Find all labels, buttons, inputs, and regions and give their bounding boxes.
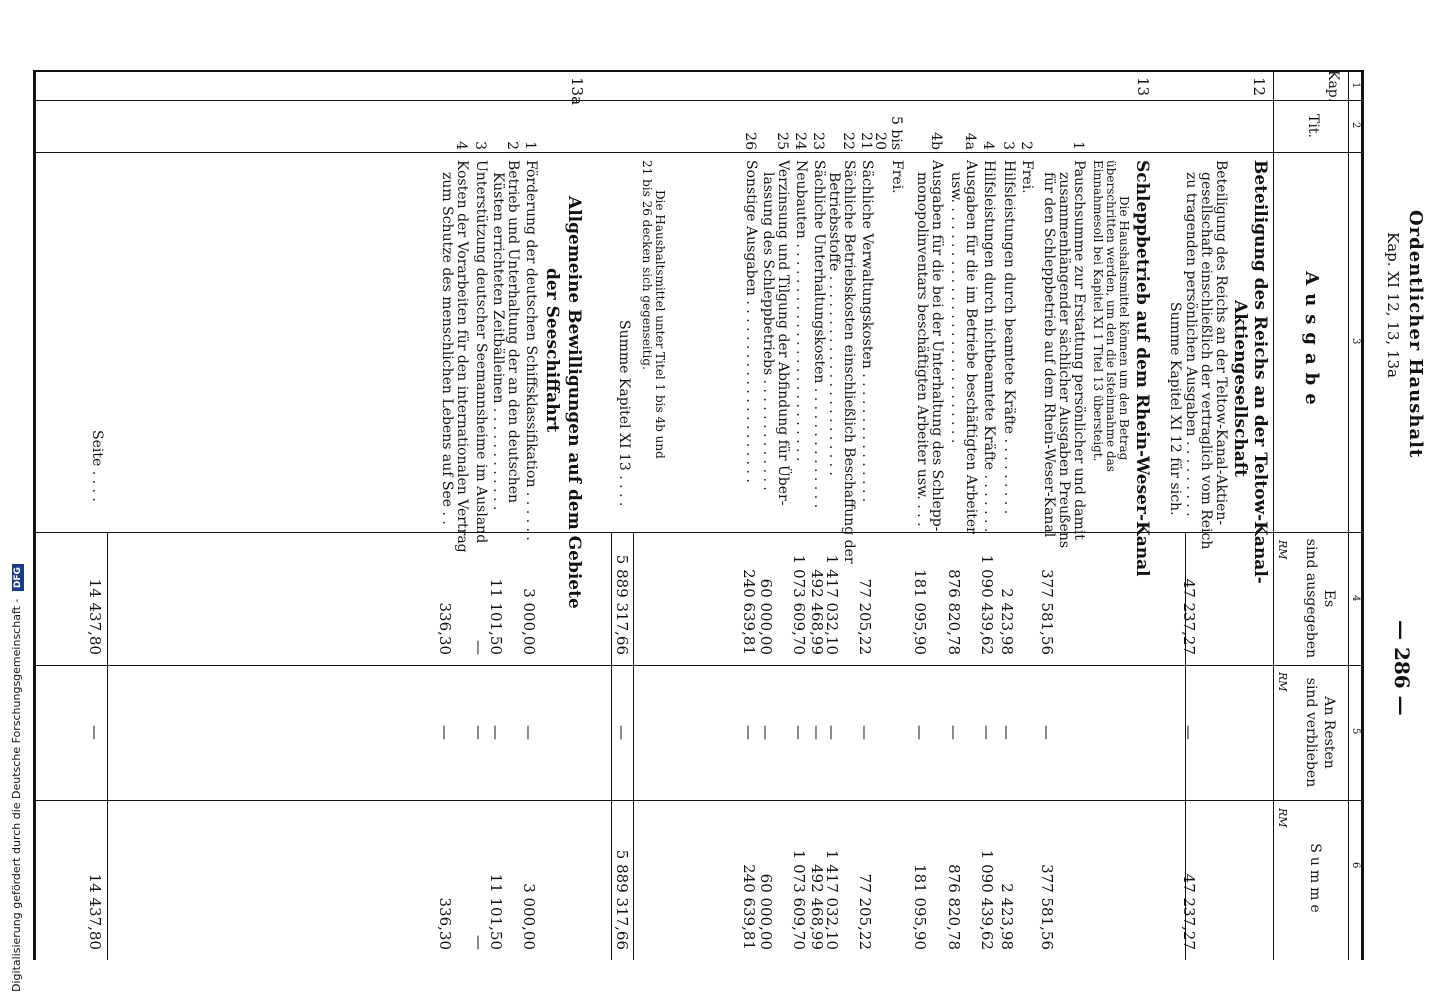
row-sum-value: 2 423,98 bbox=[998, 883, 1016, 950]
row-spent-value: 2 423,98 bbox=[998, 588, 1016, 655]
kap12-heading-line2: Aktiengesellschaft bbox=[1230, 300, 1250, 477]
col-number-6: 6 bbox=[1350, 862, 1361, 869]
row-tit: 26 bbox=[742, 132, 758, 150]
header-ausgabe: Ausgabe bbox=[1301, 271, 1322, 413]
row-remain-value: — bbox=[740, 725, 758, 740]
row-tit: 21 bbox=[858, 132, 874, 150]
header-kap: Kap. bbox=[1325, 70, 1341, 103]
row-remain-value: — bbox=[520, 725, 538, 740]
table-bottom-border bbox=[33, 70, 36, 960]
header-rule bbox=[1273, 70, 1274, 960]
row-tit: 4 bbox=[453, 141, 469, 150]
row-description-line: Sächliche Betriebskosten einschließlich Beschaffung der bbox=[841, 160, 857, 564]
col-number-5: 5 bbox=[1350, 728, 1361, 735]
row-remain-value: — bbox=[998, 725, 1016, 740]
row-tit: 4a bbox=[962, 132, 978, 150]
header-sum: Summe bbox=[1307, 843, 1323, 917]
row-description-line: lassung des Schleppbetriebs . . . . . . . . . . . . . bbox=[760, 172, 776, 491]
row-tit: 23 bbox=[810, 132, 826, 150]
kap13-final-note-line2: 21 bis 26 decken sich gegenseitig. bbox=[640, 160, 654, 370]
unit-sum: RM bbox=[1276, 808, 1289, 828]
kap12-remain: — bbox=[1180, 725, 1198, 740]
row-description-line: Sächliche Verwaltungskosten . . . . . . . . . . . . . . . bbox=[859, 160, 875, 503]
row-tit: 1 bbox=[1070, 141, 1086, 150]
row-description-line: Betrieb und Unterhaltung der an den deutschen bbox=[505, 160, 521, 503]
row-remain-value: — bbox=[757, 725, 775, 740]
row-description-line: für den Schleppbetrieb auf dem Rhein-Weser-Kanal bbox=[1041, 172, 1057, 538]
row-spent-value: 492 468,99 bbox=[808, 569, 826, 655]
kap13-total-sum: 5 889 317,66 bbox=[613, 849, 631, 950]
column-number-rule bbox=[1348, 70, 1349, 960]
col-spent-rule bbox=[34, 665, 1364, 666]
kap12-sum: 47 237,27 bbox=[1180, 873, 1198, 950]
row-tit: 2 bbox=[1018, 141, 1034, 150]
row-sum-value: 876 820,78 bbox=[945, 864, 963, 950]
kap13a-heading-line2: der Seeschiffahrt bbox=[542, 268, 562, 433]
row-tit: 5 bis 20 bbox=[872, 116, 904, 150]
row-description-line: Frei. bbox=[1019, 160, 1035, 194]
row-description-line: Pauschsumme zur Erstattung persönlicher und damit bbox=[1071, 160, 1087, 540]
row-sum-value: 11 101,50 bbox=[487, 873, 505, 950]
row-tit: 25 bbox=[774, 132, 790, 150]
kap13-total-remain: — bbox=[613, 725, 631, 740]
row-description-line: Neubauten . . . . . . . . . . . . . . . . . . . . . . . . . bbox=[793, 160, 809, 462]
header-spent-line2: sind ausgegeben bbox=[1303, 538, 1319, 659]
row-description-line: monopolinventars beschäftigten Arbeiter usw. . . . bbox=[914, 172, 930, 527]
row-remain-value: — bbox=[808, 725, 826, 740]
row-spent-value: 77 205,22 bbox=[856, 578, 874, 655]
kap13-total-label: Summe Kapitel XI 13 . . . . bbox=[616, 320, 632, 507]
col-number-2: 2 bbox=[1350, 122, 1361, 129]
row-spent-value: 1 073 609,70 bbox=[790, 554, 808, 655]
row-remain-value: — bbox=[1038, 725, 1056, 740]
row-tit: 22 bbox=[840, 132, 856, 150]
row-description-line: Ausgaben für die im Betriebe beschäftigten Arbeiter bbox=[963, 160, 979, 534]
kap12-heading-line1: Beteiligung des Reichs an der Teltow-Kanal- bbox=[1250, 160, 1270, 584]
header-tit: Tit. bbox=[1305, 114, 1321, 138]
col-number-1: 1 bbox=[1350, 82, 1361, 89]
row-spent-value: 1 417 032,10 bbox=[823, 554, 841, 655]
row-remain-value: — bbox=[487, 725, 505, 740]
row-sum-value: 240 639,81 bbox=[740, 864, 758, 950]
row-sum-value: 377 581,56 bbox=[1038, 864, 1056, 950]
row-tit: 4 bbox=[980, 141, 996, 150]
row-spent-value: 336,30 bbox=[436, 602, 454, 655]
kap12-desc-line1: Beteiligung des Reichs an der Teltow-Kanal-Aktien- bbox=[1213, 160, 1229, 526]
kap13-note-line2: überschritten werden, um den die Isteinnahme das bbox=[1104, 160, 1118, 472]
row-sum-value: 3 000,00 bbox=[520, 883, 538, 950]
kap-13a: 13a bbox=[568, 77, 586, 106]
row-sum-value: — bbox=[470, 935, 488, 950]
row-spent-value: 11 101,50 bbox=[487, 578, 505, 655]
header-spent-line1: Es bbox=[1321, 589, 1337, 608]
row-spent-value: 181 095,90 bbox=[911, 569, 929, 655]
document-title: Ordentlicher Haushalt bbox=[1405, 210, 1426, 459]
row-description-line: zum Schutze des menschlichen Lebens auf See . . bbox=[439, 172, 455, 525]
header-remain-line1: An Resten bbox=[1321, 696, 1337, 769]
row-tit: 3 bbox=[1000, 141, 1016, 150]
row-sum-value: 336,30 bbox=[436, 897, 454, 950]
page-total-rule bbox=[107, 532, 108, 960]
row-description-line: Hilfsleistungen durch beamtete Kräfte . . . . . . . . . bbox=[1001, 160, 1017, 515]
row-remain-value: — bbox=[470, 725, 488, 740]
row-remain-value: — bbox=[436, 725, 454, 740]
row-description-line: Sonstige Ausgaben . . . . . . . . . . . . . . . . . . . . . bbox=[743, 160, 759, 483]
row-description-line: Kosten der Vorarbeiten für den internationalen Vertrag bbox=[454, 160, 470, 553]
row-description-line: Förderung der deutschen Schiffsklassifikation . . . . . . bbox=[523, 160, 539, 541]
row-sum-value: 181 095,90 bbox=[911, 864, 929, 950]
row-description-line: Verzinsung und Tilgung der Abfindung für Über- bbox=[775, 160, 791, 506]
row-remain-value: — bbox=[911, 725, 929, 740]
kap12-desc-line2: gesellschaft einschließlich der vertraglich vom Reich bbox=[1198, 172, 1214, 550]
kap13a-heading-line1: Allgemeine Bewilligungen auf dem Gebiete bbox=[564, 196, 584, 609]
kap-12: 12 bbox=[1250, 77, 1268, 97]
col-number-3: 3 bbox=[1350, 338, 1361, 345]
row-tit: 1 bbox=[522, 141, 538, 150]
row-sum-value: 60 000,00 bbox=[757, 873, 775, 950]
row-spent-value: — bbox=[470, 640, 488, 655]
row-remain-value: — bbox=[790, 725, 808, 740]
row-remain-value: — bbox=[945, 725, 963, 740]
kap13-note-line3: Einnahmesoll bei Kapitel XI 1 Titel 13 übersteigt. bbox=[1091, 160, 1105, 462]
row-sum-value: 77 205,22 bbox=[856, 873, 874, 950]
row-description-line: Hilfsleistungen durch nichtbeamtete Kräfte . . . . . . . bbox=[981, 160, 997, 533]
row-sum-value: 1 090 439,62 bbox=[978, 849, 996, 950]
kap13-heading: Schleppbetrieb auf dem Rhein-Weser-Kanal bbox=[1132, 160, 1152, 577]
kap13-total-rule bbox=[633, 532, 634, 960]
col-remain-rule bbox=[34, 800, 1364, 801]
col-ausgabe-rule bbox=[34, 532, 1364, 533]
unit-spent: RM bbox=[1276, 540, 1289, 560]
table-top-border bbox=[1361, 70, 1364, 960]
row-spent-value: 876 820,78 bbox=[945, 569, 963, 655]
kap13-note-line1: Die Haushaltsmittel können um den Betrag bbox=[1117, 196, 1131, 461]
row-description-line: Küsten errichteten Zeitbälleinen . . . . . . . . . . . . bbox=[490, 172, 506, 511]
kap12-spent: 47 237,27 bbox=[1180, 578, 1198, 655]
kap-13: 13 bbox=[1134, 77, 1152, 97]
kap12-desc-line3: zu tragenden persönlichen Ausgaben . . . . . . . . . bbox=[1183, 172, 1199, 517]
footer-text: Digitalisierung gefördert durch die Deutsche Forschungsgemeinschaft - bbox=[10, 598, 23, 992]
row-description-line: Frei. bbox=[889, 160, 905, 194]
header-remain-line2: sind verblieben bbox=[1303, 677, 1319, 788]
row-sum-value: 492 468,99 bbox=[808, 864, 826, 950]
col-number-4: 4 bbox=[1350, 595, 1361, 602]
row-description-line: zusammenhängender sächlicher Ausgaben Preußens bbox=[1056, 172, 1072, 549]
row-tit: 2 bbox=[504, 141, 520, 150]
col-kap-rule bbox=[34, 100, 1364, 101]
row-description-line: Ausgaben für die bei der Unterhaltung des Schlepp- bbox=[929, 160, 945, 532]
digitization-footer bbox=[2, 2, 23, 992]
row-remain-value: — bbox=[823, 725, 841, 740]
row-tit: 3 bbox=[472, 141, 488, 150]
row-description-line: Betriebsstoffe . . . . . . . . . . . . . . . . . . . . . . . bbox=[826, 172, 842, 476]
row-spent-value: 3 000,00 bbox=[520, 588, 538, 655]
page-total-remain: — bbox=[86, 725, 104, 740]
row-spent-value: 377 581,56 bbox=[1038, 569, 1056, 655]
kap13-total-rule-bottom bbox=[611, 532, 612, 960]
row-spent-value: 1 090 439,62 bbox=[978, 554, 996, 655]
kap13-total-spent: 5 889 317,66 bbox=[613, 554, 631, 655]
table-left-border bbox=[34, 70, 1364, 72]
row-sum-value: 1 073 609,70 bbox=[790, 849, 808, 950]
row-description-line: Unterstützung deutscher Seemannsheime im Ausland bbox=[473, 160, 489, 544]
row-description-line: usw. . . . . . . . . . . . . . . . . . . . . . . . . . . . bbox=[948, 172, 964, 444]
page-number: — 286 — bbox=[1390, 620, 1414, 716]
kap12-total-label: Summe Kapitel XI 12 für sich. bbox=[1167, 302, 1183, 516]
row-remain-value: — bbox=[856, 725, 874, 740]
row-remain-value: — bbox=[978, 725, 996, 740]
row-description-line: Sächliche Unterhaltungskosten . . . . . . . . . . . . . . bbox=[811, 160, 827, 509]
unit-remain: RM bbox=[1276, 672, 1289, 692]
dfg-logo: DFG bbox=[12, 564, 24, 591]
row-spent-value: 60 000,00 bbox=[757, 578, 775, 655]
document-subtitle: Kap. XI 12, 13, 13a bbox=[1384, 232, 1402, 378]
kap13-final-note-line1: Die Haushaltsmittel unter Titel 1 bis 4b und bbox=[653, 190, 667, 459]
page-total-sum: 14 437,80 bbox=[86, 873, 104, 950]
page-total-label: Seite . . . . bbox=[89, 430, 105, 502]
row-tit: 4b bbox=[928, 132, 944, 150]
col-tit-rule bbox=[34, 152, 1364, 153]
page-total-spent: 14 437,80 bbox=[86, 578, 104, 655]
row-tit: 24 bbox=[792, 132, 808, 150]
row-sum-value: 1 417 032,10 bbox=[823, 849, 841, 950]
row-spent-value: 240 639,81 bbox=[740, 569, 758, 655]
